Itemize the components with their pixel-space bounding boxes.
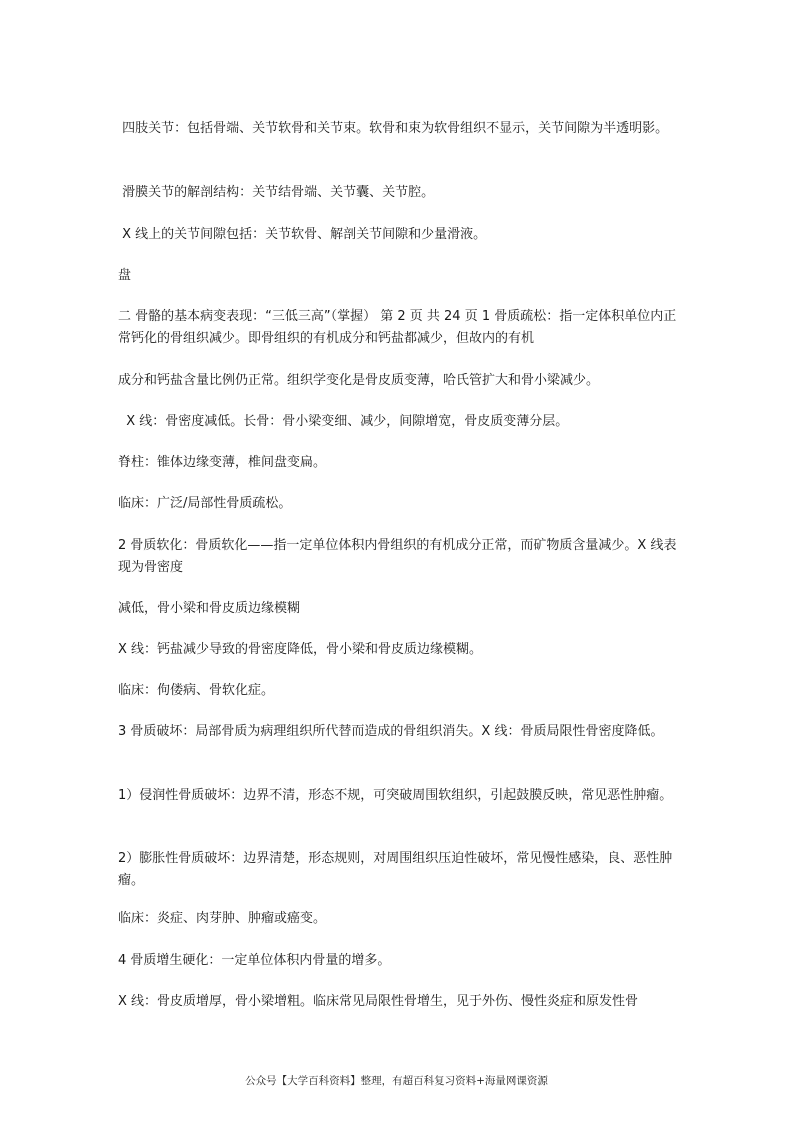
paragraph-infiltrative-destruction: 1）侵润性骨质破坏：边界不清，形态不规，可突破周围软组织，引起鼓膜反映，常见恶性肿瘤。 [118, 788, 673, 803]
paragraph-osteoporosis-clinical: 临床：广泛/局部性骨质疏松。 [118, 496, 292, 511]
paragraph-synovial-joint: 滑膜关节的解剖结构：关节结骨端、关节囊、关节腔。 [118, 185, 435, 200]
paragraph-osteomalacia-clinical: 临床：佝偻病、骨软化症。 [118, 683, 275, 698]
paragraph-destruction-clinical: 临床：炎症、肉芽肿、肿瘤或癌变。 [118, 911, 327, 926]
paragraph-spine: 脊柱：锥体边缘变薄，椎间盘变扁。 [118, 455, 327, 470]
paragraph-hyperostosis-xray: X 线：骨皮质增厚，骨小梁增粗。临床常见局限性骨增生，见于外伤、慢性炎症和原发性骨 [118, 994, 639, 1009]
paragraph-osteoporosis: 二 骨骼的基本病变表现：“三低三高”（掌握） 第 2 页 共 24 页 1 骨质疏松：指一定体积单位内正常钙化的骨组织减少。即骨组织的有机成分和钙盐都减少，但故内的有机 [118, 309, 677, 346]
paragraph-osteoporosis-cont: 成分和钙盐含量比例仍正常。组织学变化是骨皮质变薄，哈氏管扩大和骨小梁减少。 [118, 373, 600, 388]
paragraph-osteomalacia: 2 骨质软化：骨质软化——指一定单位体积内骨组织的有机成分正常，而矿物质含量减少。X 线表现为骨密度 [118, 538, 677, 575]
paragraph-joint-space: X 线上的关节间隙包括：关节软骨、解剖关节间隙和少量滑液。 [118, 227, 487, 242]
paragraph-hyperostosis: 4 骨质增生硬化：一定单位体积内骨量的增多。 [118, 953, 391, 968]
paragraph-osteomalacia-xray: X 线：钙盐减少导致的骨密度降低，骨小梁和骨皮质边缘模糊。 [118, 642, 483, 657]
paragraph-osteoporosis-xray: X 线：骨密度减低。长骨：骨小梁变细、减少，间隙增宽，骨皮质变薄分层。 [118, 414, 569, 429]
paragraph-osteomalacia-cont: 减低，骨小梁和骨皮质边缘模糊 [118, 601, 301, 616]
paragraph-limb-joints: 四肢关节：包括骨端、关节软骨和关节束。软骨和束为软骨组织不显示，关节间隙为半透明影。 [118, 121, 669, 136]
paragraph-expansive-destruction: 2）膨胀性骨质破坏：边界清楚，形态规则，对周围组织压迫性破坏，常见慢性感染，良、恶性肿瘤。 [118, 851, 673, 888]
paragraph-bone-destruction: 3 骨质破坏：局部骨质为病理组织所代替而造成的骨组织消失。X 线：骨质局限性骨密度降低。 [118, 724, 664, 739]
page-footer: 公众号【大学百科资料】整理，有超百科复习资料+海量网课资源 [245, 1075, 548, 1087]
paragraph-disc: 盘 [118, 268, 132, 283]
